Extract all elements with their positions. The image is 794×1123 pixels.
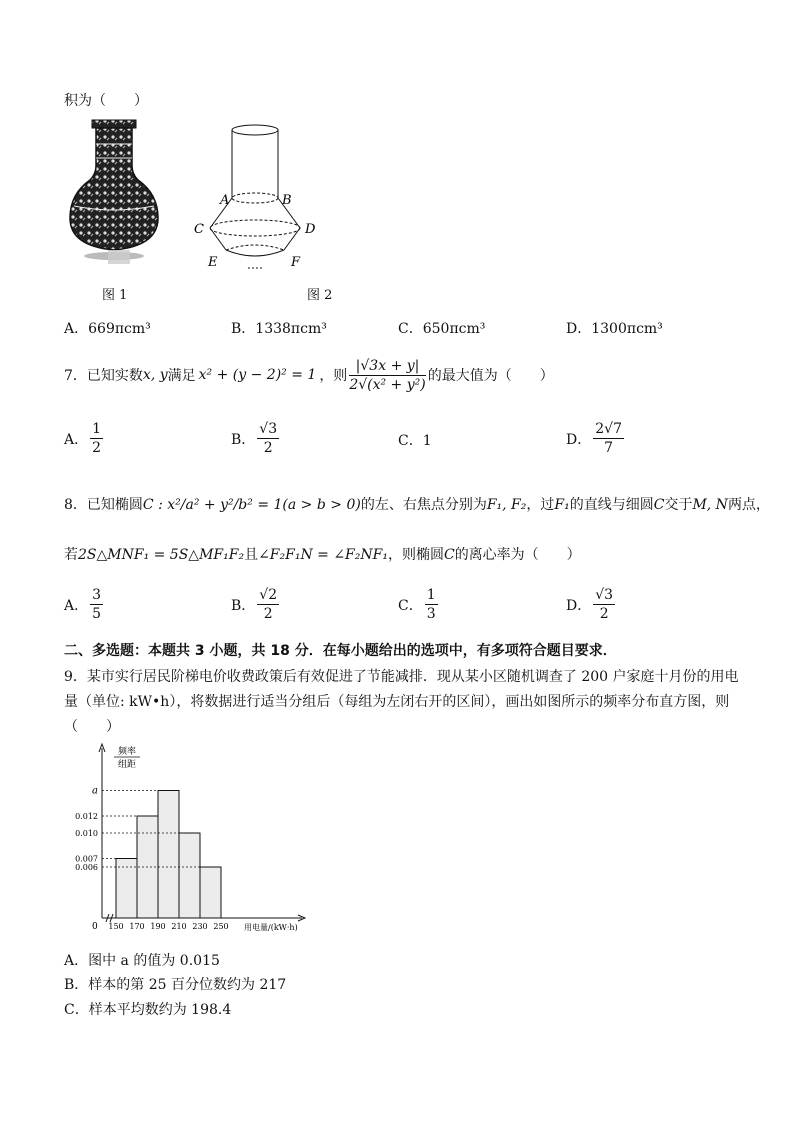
q9-option-a: A．图中 a 的值为 0.015	[64, 953, 220, 969]
label-f: F	[291, 255, 301, 270]
x-axis-label: 用电量/(kW·h)	[244, 923, 298, 932]
x-tick-label: 190	[150, 922, 166, 931]
vase-figure	[62, 118, 182, 278]
q8-line-1: 8．已知椭圆C : x²/a² + y²/b² = 1(a > b > 0)的左、右焦点分别为F₁, F₂，过F₁的直线与细圆C交于M, N两点，	[64, 497, 770, 513]
label-a: A	[220, 193, 230, 208]
histogram-bar	[116, 859, 137, 919]
q8-option-a: A． $\frac{3}{5}$	[64, 587, 102, 622]
q6-option-b: B．1338πcm³	[231, 321, 327, 337]
q6-option-c: C．650πcm³	[398, 321, 486, 337]
figure-1-caption: 图 1	[102, 288, 128, 303]
y-tick-label: 0.010	[75, 829, 98, 838]
q8-option-c: C． $\frac{1}{3}$	[398, 587, 436, 622]
label-b: B	[282, 193, 292, 208]
q7-option-c: C．1	[398, 433, 432, 449]
q7-option-b: B． $\frac{√3}{2}$	[231, 421, 278, 456]
y-tick-label: 0.007	[75, 854, 98, 864]
y-tick-label: a	[92, 785, 98, 797]
y-tick-label: 0.006	[75, 863, 98, 872]
q6-tail: 积为（ ）	[64, 93, 148, 109]
geometric-model-figure	[188, 118, 328, 278]
label-d: D	[305, 222, 316, 237]
x-tick-label: 210	[171, 922, 187, 931]
x-tick-label: 170	[129, 922, 145, 931]
q9-option-c: C．样本平均数约为 198.4	[64, 1002, 232, 1018]
frequency-histogram	[64, 740, 314, 935]
y-tick-label: 0.012	[75, 812, 98, 821]
q9-line-3: （ ）	[64, 719, 120, 735]
x-tick-label: 230	[192, 922, 208, 931]
section-2-heading: 二、多选题：本题共 3 小题，共 18 分．在每小题给出的选项中，有多项符合题目要求．	[64, 643, 617, 659]
q7-expression: $\frac{|√3x + y|}{\text{2√(x² + y²)}}$	[349, 357, 426, 393]
q9-line-2: 量（单位: kW•h），将数据进行适当分组后（每组为左闭右开的区间），画出如图所示的频率分布直方图，则	[64, 694, 730, 710]
origin-label: 0	[92, 922, 98, 932]
histogram-bar	[200, 867, 221, 918]
q6-option-d: D．1300πcm³	[566, 321, 663, 337]
q8-line-2: 若2S△MNF₁ = 5S△MF₁F₂且∠F₂F₁N = ∠F₂NF₁，则椭圆C的离心率为（ ）	[64, 547, 581, 563]
q7-stem: 7． 已知实数 x, y 满足 x² + (y − 2)² = 1 ，则 $\frac{|√3x + y|}{\text{2√(x² + y²)}}$ 的最大值为（ ）	[64, 357, 554, 393]
histogram-bar	[158, 791, 179, 919]
x-tick-label: 150	[108, 922, 124, 931]
q7-option-a: A． $\frac{1}{2}$	[64, 421, 102, 456]
q6-option-a: A．669πcm³	[64, 321, 151, 337]
y-axis-label-top: 频率	[118, 747, 137, 757]
q8-option-d: D． $\frac{√3}{2}$	[566, 587, 614, 622]
y-axis-label-bottom: 组距	[118, 760, 137, 770]
q9-option-b: B．样本的第 25 百分位数约为 217	[64, 977, 287, 993]
label-e: E	[208, 255, 218, 270]
figure-2-caption: 图 2	[307, 288, 333, 303]
label-c: C	[194, 222, 204, 237]
q8-option-b: B． $\frac{√2}{2}$	[231, 587, 278, 622]
histogram-bar	[179, 833, 200, 918]
x-tick-label: 250	[213, 922, 229, 931]
q9-line-1: 9．某市实行居民阶梯电价收费政策后有效促进了节能减排．现从某小区随机调查了 200 户家庭十月份的用电	[64, 669, 739, 685]
q7-option-d: D． $\frac{2√7}{7}$	[566, 421, 622, 456]
